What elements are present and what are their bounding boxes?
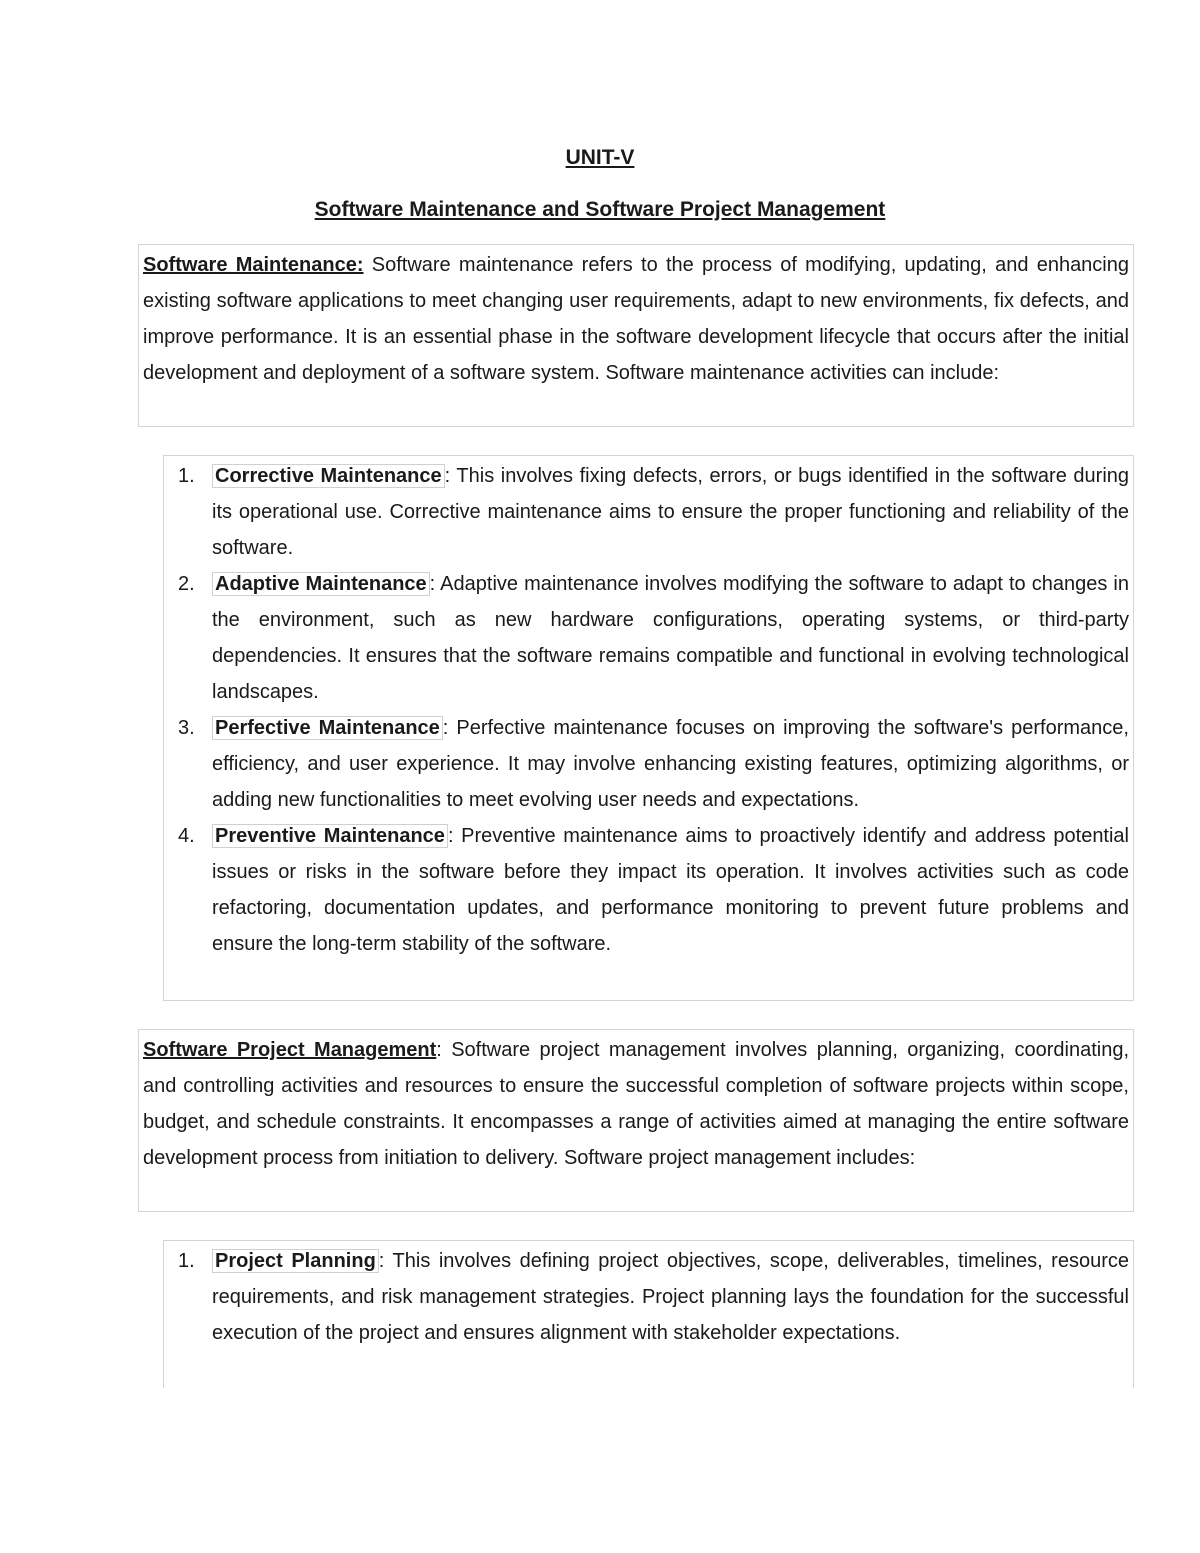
list-item xyxy=(168,818,1129,962)
project-management-list xyxy=(163,1240,1134,1388)
list-item xyxy=(168,710,1129,818)
list-term: Project Planning xyxy=(212,1249,379,1273)
list-term: Corrective Maintenance xyxy=(212,464,445,488)
list-number: 1. xyxy=(178,465,195,487)
list-text: : This involves fixing defects, errors, or bugs identified in the software during its operational use. Corrective maintenance aims to ensure the proper functioning and reliability of the software. xyxy=(212,465,1130,559)
definition-paragraph xyxy=(143,247,1129,391)
list-item xyxy=(168,1243,1129,1351)
list-term: Perfective Maintenance xyxy=(212,716,443,740)
definition-paragraph xyxy=(143,1032,1129,1176)
definition-term: Software Project Management xyxy=(143,1039,437,1061)
document-subtitle: Software Maintenance and Software Project Management xyxy=(314,198,886,221)
unit-heading: UNIT-V xyxy=(565,146,635,169)
list-text: : Perfective maintenance focuses on improving the software's performance, efficiency, and user experience. It may involve enhancing existing features, optimizing algorithms, or adding new functionalities to meet evolving user needs and expectations. xyxy=(212,717,1129,811)
list-term: Preventive Maintenance xyxy=(212,824,448,848)
software-project-management-definition xyxy=(138,1029,1134,1212)
list-text: : Preventive maintenance aims to proactively identify and address potential issues or risks in the software before they impact its operation. It involves activities such as code refactoring, documentation updates, and performance monitoring to prevent future problems and ensure the long-term stability of the software. xyxy=(212,825,1130,955)
list-number: 1. xyxy=(178,1250,195,1272)
definition-term: Software Maintenance: xyxy=(143,254,364,276)
list-term: Adaptive Maintenance xyxy=(212,572,430,596)
list-text: : Adaptive maintenance involves modifying the software to adapt to changes in the environment, such as new hardware configurations, operating systems, or third-party dependencies. It ensures that the software remains compatible and functional in evolving technological landscapes. xyxy=(212,573,1129,703)
list-text: : This involves defining project objectives, scope, deliverables, timelines, resource requirements, and risk management strategies. Project planning lays the foundation for the successful execution of the project and ensures alignment with stakeholder expectations. xyxy=(212,1250,1129,1344)
list-number: 3. xyxy=(178,717,195,739)
list-item xyxy=(168,566,1129,710)
definition-text: : Software project management involves planning, organizing, coordinating, and controlling activities and resources to ensure the successful completion of software projects within scope, budget, and schedule constraints. It encompasses a range of activities aimed at managing the entire software development process from initiation to delivery. Software project management includes: xyxy=(143,1039,1130,1169)
list-number: 4. xyxy=(178,825,195,847)
definition-text: Software maintenance refers to the process of modifying, updating, and enhancing existing software applications to meet changing user requirements, adapt to new environments, fix defects, and improve performance. It is an essential phase in the software development lifecycle that occurs after the initial development and deployment of a software system. Software maintenance activities can include: xyxy=(143,254,1129,384)
list-number: 2. xyxy=(178,573,195,595)
list-item xyxy=(168,458,1129,566)
maintenance-types-list xyxy=(163,455,1134,1001)
software-maintenance-definition xyxy=(138,244,1134,427)
